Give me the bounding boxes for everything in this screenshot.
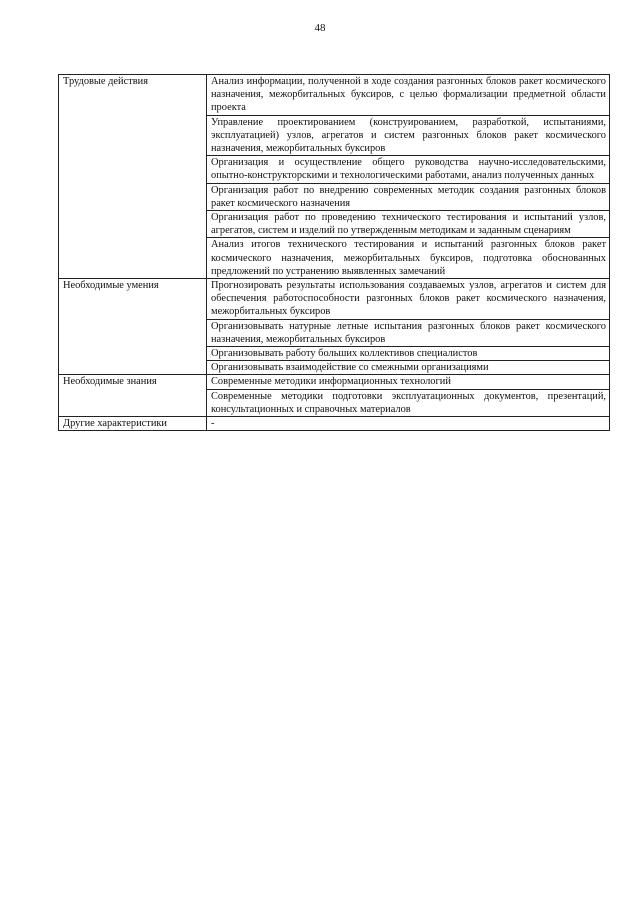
list-item: Организация работ по внедрению современных методик создания разгонных блоков ракет космического назначения xyxy=(211,184,606,209)
item-cell xyxy=(207,238,610,279)
item-cell xyxy=(207,319,610,346)
list-item: Организовывать натурные летные испытания разгонных блоков ракет космического назначения, межорбитальных буксиров xyxy=(211,320,606,345)
item-cell xyxy=(207,389,610,416)
list-item: Прогнозировать результаты использования создаваемых узлов, агрегатов и систем для обеспечения работоспособности разгонных блоков ракет космического назначения, межорбитальных буксиров xyxy=(211,280,606,318)
list-item: Организовывать работу больших коллективов специалистов xyxy=(211,348,478,360)
table-row xyxy=(59,417,610,431)
page-number: 48 xyxy=(314,22,326,34)
item-cell xyxy=(207,115,610,156)
list-item: Анализ итогов технического тестирования и испытаний разгонных блоков ракет космического назначения, межорбитальных буксиров, подготовка обоснованных предложений по устранению выявленных замечаний xyxy=(211,239,606,277)
item-cell xyxy=(207,417,610,431)
list-item: Современные методики информационных технологий xyxy=(211,376,451,388)
table-row xyxy=(59,75,610,116)
item-cell xyxy=(207,211,610,238)
row-label: Другие характеристики xyxy=(63,418,167,430)
list-item: Управление проектированием (конструированием, разработкой, испытаниями, эксплуатацией) узлов, агрегатов и систем разгонных блоков ракет космического назначения, межорбитальных буксиров xyxy=(211,116,606,155)
table-row xyxy=(59,279,610,320)
item-cell xyxy=(207,347,610,361)
list-item: Современные методики подготовки эксплуатационных документов, презентаций, консультационных и справочных материалов xyxy=(211,390,606,415)
item-cell xyxy=(207,75,610,116)
competency-table xyxy=(58,74,610,431)
row-label-cell xyxy=(59,279,207,375)
row-label-cell xyxy=(59,417,207,431)
list-item: Анализ информации, полученной в ходе создания разгонных блоков ракет космического назначения, межорбитальных буксиров, с целью формализации предметной области проекта xyxy=(211,76,606,114)
list-item: Организовывать взаимодействие со смежными организациями xyxy=(211,362,489,374)
row-label-cell xyxy=(59,375,207,417)
row-label: Трудовые действия xyxy=(63,76,148,87)
list-item: Организация работ по проведению технического тестирования и испытаний узлов, агрегатов, систем и изделий по утвержденным методикам и заданным сценариям xyxy=(211,212,606,237)
item-cell xyxy=(207,183,610,210)
row-label-cell xyxy=(59,75,207,279)
item-cell xyxy=(207,156,610,183)
item-cell xyxy=(207,375,610,389)
row-label: Необходимые знания xyxy=(63,376,157,388)
list-item: Организация и осуществление общего руководства научно-исследовательскими, опытно-конструкторскими и технологическими работами, анализ полученных данных xyxy=(211,157,606,182)
item-cell xyxy=(207,279,610,320)
table-row xyxy=(59,375,610,389)
list-item: - xyxy=(211,418,215,430)
row-label: Необходимые умения xyxy=(63,280,159,292)
item-cell xyxy=(207,361,610,375)
